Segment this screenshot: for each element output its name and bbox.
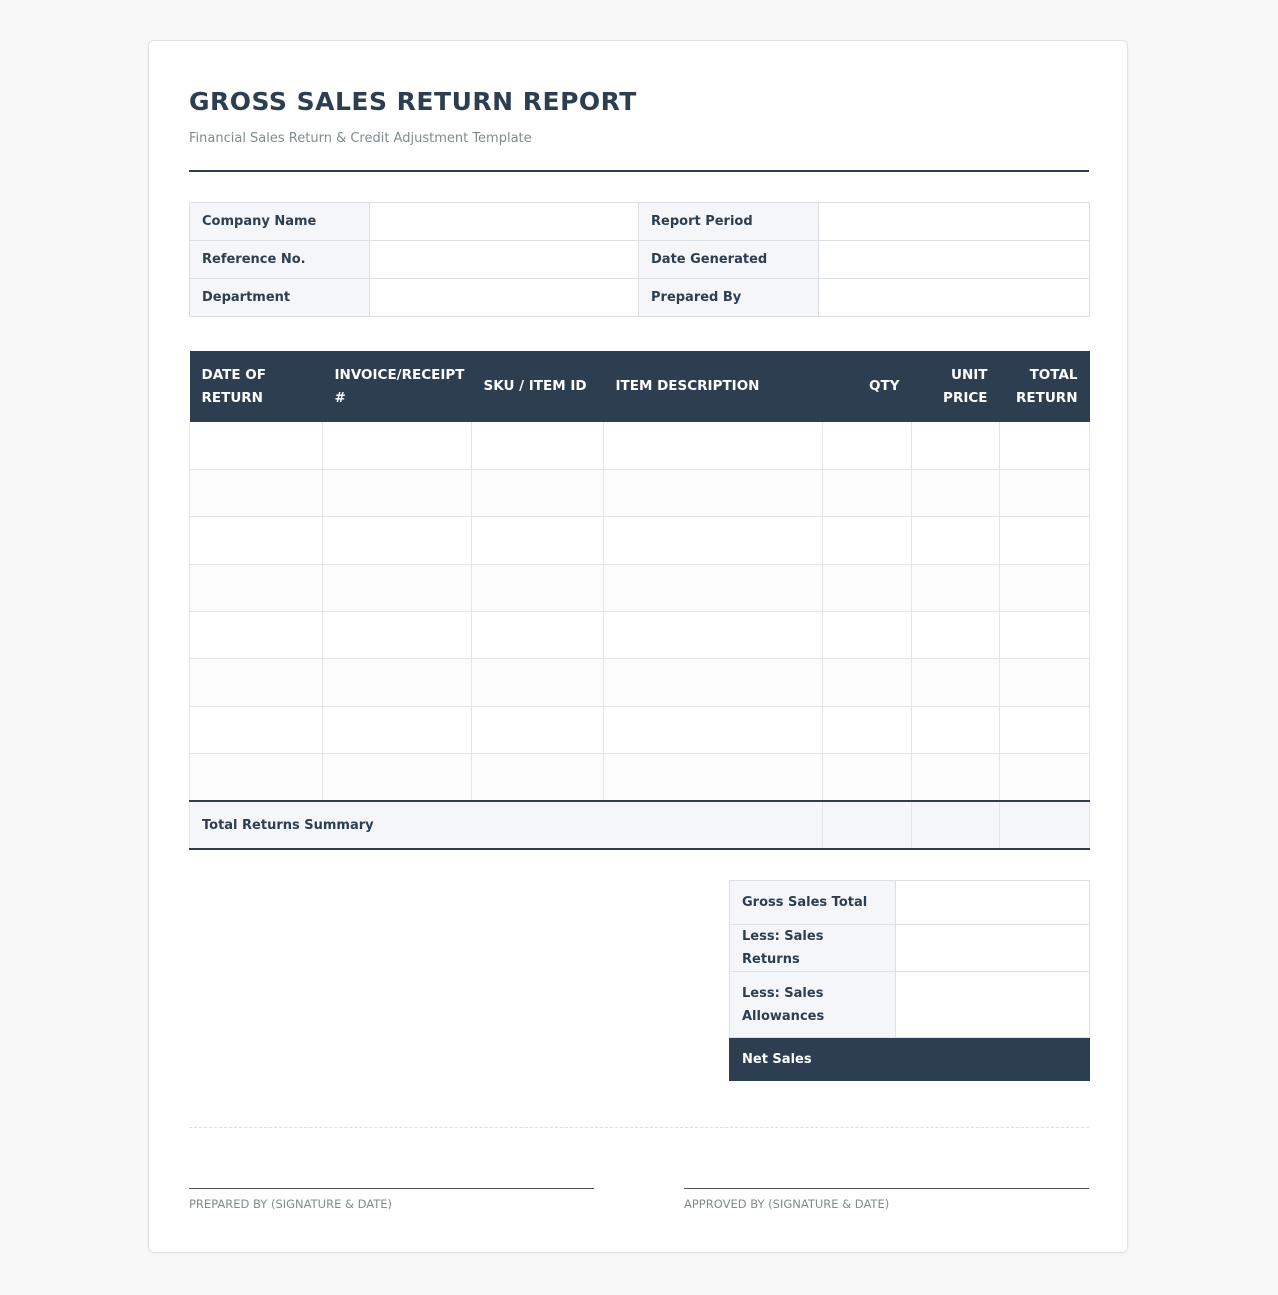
title-divider <box>189 170 1089 172</box>
summary-row <box>730 881 1090 925</box>
col-unit-price: UNIT PRICE <box>912 351 1000 422</box>
returns-table <box>189 351 1090 850</box>
table-row <box>190 517 1090 564</box>
col-invoice-receipt: INVOICE/RECEIPT # <box>323 351 472 422</box>
summary-row <box>730 925 1090 972</box>
unit-price-cell[interactable] <box>912 564 1000 611</box>
unit-price-cell[interactable] <box>912 659 1000 706</box>
table-row <box>190 422 1090 469</box>
invoice-receipt-cell[interactable] <box>323 422 472 469</box>
sku-item-id-cell[interactable] <box>472 706 604 753</box>
table-row <box>190 612 1090 659</box>
total-return-cell[interactable] <box>1000 706 1090 753</box>
date-of-return-cell[interactable] <box>190 659 323 706</box>
unit-price-cell[interactable] <box>912 422 1000 469</box>
qty-cell[interactable] <box>823 659 912 706</box>
item-description-cell[interactable] <box>604 422 823 469</box>
page-title: GROSS SALES RETURN REPORT <box>189 87 637 116</box>
qty-cell[interactable] <box>823 517 912 564</box>
report-period-field[interactable] <box>819 203 1090 241</box>
invoice-receipt-cell[interactable] <box>323 706 472 753</box>
returns-table-body <box>190 422 1090 801</box>
item-description-cell[interactable] <box>604 706 823 753</box>
qty-cell[interactable] <box>823 612 912 659</box>
report-info-table <box>189 202 1090 317</box>
prepared-by-field[interactable] <box>819 279 1090 317</box>
item-description-cell[interactable] <box>604 469 823 516</box>
less-sales-returns-label: Less: Sales Returns <box>730 925 896 972</box>
invoice-receipt-cell[interactable] <box>323 754 472 801</box>
table-row <box>190 564 1090 611</box>
prepared-by-signature <box>189 1188 594 1211</box>
invoice-receipt-cell[interactable] <box>323 517 472 564</box>
net-sales-row <box>730 1038 1090 1081</box>
date-of-return-cell[interactable] <box>190 564 323 611</box>
total-return-cell[interactable] <box>1000 659 1090 706</box>
sku-item-id-cell[interactable] <box>472 517 604 564</box>
less-sales-allowances-field[interactable] <box>896 972 1090 1038</box>
invoice-receipt-cell[interactable] <box>323 469 472 516</box>
reference-no-label: Reference No. <box>190 241 370 279</box>
prepared-by-caption: PREPARED BY (SIGNATURE & DATE) <box>189 1197 393 1211</box>
qty-cell[interactable] <box>823 706 912 753</box>
info-row <box>190 241 1090 279</box>
date-of-return-cell[interactable] <box>190 754 323 801</box>
table-row <box>190 659 1090 706</box>
sku-item-id-cell[interactable] <box>472 422 604 469</box>
net-sales-label: Net Sales <box>730 1038 896 1081</box>
table-row <box>190 706 1090 753</box>
reference-no-field[interactable] <box>370 241 639 279</box>
approved-by-signature <box>684 1188 1089 1211</box>
col-sku-item-id: SKU / ITEM ID <box>472 351 604 422</box>
returns-header-row <box>190 351 1090 422</box>
company-name-field[interactable] <box>370 203 639 241</box>
approved-by-caption: APPROVED BY (SIGNATURE & DATE) <box>684 1197 890 1211</box>
qty-cell[interactable] <box>823 754 912 801</box>
unit-price-cell[interactable] <box>912 706 1000 753</box>
net-sales-field[interactable] <box>896 1038 1090 1081</box>
signature-divider <box>189 1127 1089 1128</box>
invoice-receipt-cell[interactable] <box>323 659 472 706</box>
date-generated-label: Date Generated <box>639 241 819 279</box>
report-period-label: Report Period <box>639 203 819 241</box>
info-row <box>190 279 1090 317</box>
total-returns-summary-label: Total Returns Summary <box>190 801 823 849</box>
report-card <box>148 40 1128 1253</box>
date-of-return-cell[interactable] <box>190 612 323 659</box>
sku-item-id-cell[interactable] <box>472 469 604 516</box>
item-description-cell[interactable] <box>604 659 823 706</box>
qty-cell[interactable] <box>823 469 912 516</box>
returns-total-row <box>190 801 1090 849</box>
total-unit-price-cell[interactable] <box>912 801 1000 849</box>
total-return-cell[interactable] <box>1000 422 1090 469</box>
item-description-cell[interactable] <box>604 754 823 801</box>
sku-item-id-cell[interactable] <box>472 659 604 706</box>
company-name-label: Company Name <box>190 203 370 241</box>
less-sales-allowances-label: Less: Sales Allowances <box>730 972 896 1038</box>
date-generated-field[interactable] <box>819 241 1090 279</box>
date-of-return-cell[interactable] <box>190 422 323 469</box>
prepared-by-signature-line[interactable] <box>189 1188 594 1189</box>
total-return-cell[interactable] <box>1000 801 1090 849</box>
total-return-cell[interactable] <box>1000 517 1090 564</box>
date-of-return-cell[interactable] <box>190 469 323 516</box>
table-row <box>190 469 1090 516</box>
summary-row <box>730 972 1090 1038</box>
item-description-cell[interactable] <box>604 517 823 564</box>
total-qty-cell[interactable] <box>823 801 912 849</box>
sku-item-id-cell[interactable] <box>472 754 604 801</box>
total-return-cell[interactable] <box>1000 469 1090 516</box>
prepared-by-label: Prepared By <box>639 279 819 317</box>
date-of-return-cell[interactable] <box>190 517 323 564</box>
item-description-cell[interactable] <box>604 564 823 611</box>
sku-item-id-cell[interactable] <box>472 612 604 659</box>
invoice-receipt-cell[interactable] <box>323 564 472 611</box>
qty-cell[interactable] <box>823 422 912 469</box>
approved-by-signature-line[interactable] <box>684 1188 1089 1189</box>
invoice-receipt-cell[interactable] <box>323 612 472 659</box>
total-return-cell[interactable] <box>1000 754 1090 801</box>
unit-price-cell[interactable] <box>912 612 1000 659</box>
unit-price-cell[interactable] <box>912 517 1000 564</box>
col-item-description: ITEM DESCRIPTION <box>604 351 823 422</box>
page-subtitle: Financial Sales Return & Credit Adjustment Template <box>189 131 532 146</box>
total-return-cell[interactable] <box>1000 612 1090 659</box>
gross-sales-total-label: Gross Sales Total <box>730 881 896 925</box>
net-sales-summary-table <box>729 880 1090 1081</box>
unit-price-cell[interactable] <box>912 469 1000 516</box>
sku-item-id-cell[interactable] <box>472 564 604 611</box>
department-field[interactable] <box>370 279 639 317</box>
gross-sales-total-field[interactable] <box>896 881 1090 925</box>
total-return-cell[interactable] <box>1000 564 1090 611</box>
qty-cell[interactable] <box>823 564 912 611</box>
department-label: Department <box>190 279 370 317</box>
col-date-of-return: DATE OF RETURN <box>190 351 323 422</box>
unit-price-cell[interactable] <box>912 754 1000 801</box>
item-description-cell[interactable] <box>604 612 823 659</box>
less-sales-returns-field[interactable] <box>896 925 1090 972</box>
col-total-return: TOTAL RETURN <box>1000 351 1090 422</box>
date-of-return-cell[interactable] <box>190 706 323 753</box>
col-qty: QTY <box>823 351 912 422</box>
info-row <box>190 203 1090 241</box>
table-row <box>190 754 1090 801</box>
